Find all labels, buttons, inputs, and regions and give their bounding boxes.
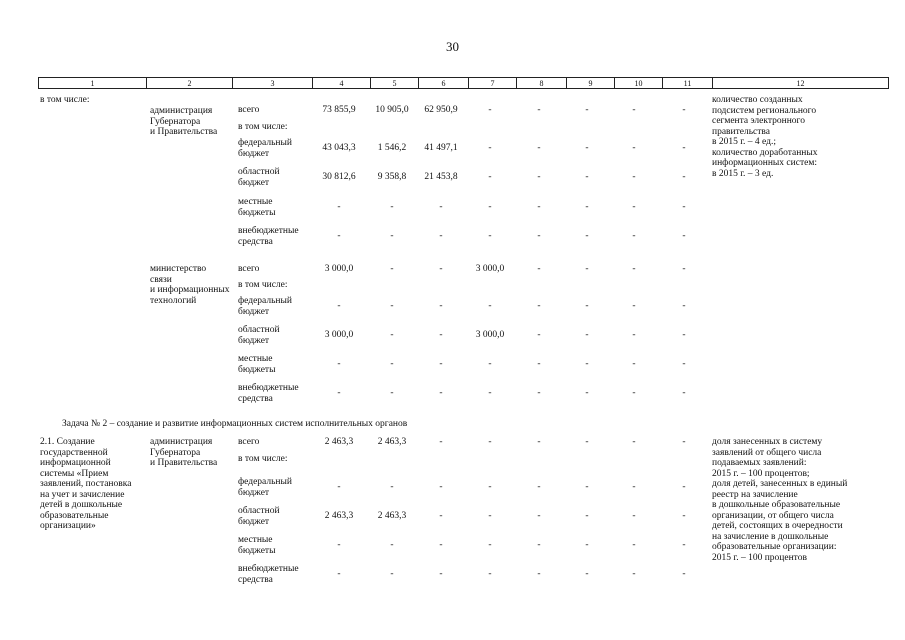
block1-agency1-value-cell: - bbox=[537, 231, 541, 241]
block1-agency1-value-cell: - bbox=[585, 202, 589, 212]
block2-value-cell: - bbox=[537, 511, 541, 521]
header-cell: 7 bbox=[469, 78, 517, 89]
header-cell: 3 bbox=[233, 78, 313, 89]
block2-value-cell: - bbox=[439, 569, 443, 579]
block1-agency2-row-label: всего bbox=[238, 264, 260, 274]
block2-value-cell: - bbox=[337, 540, 341, 550]
block1-agency2-value-cell: 3 000,0 bbox=[475, 330, 505, 340]
page-number: 30 bbox=[446, 39, 459, 54]
block1-agency1-row-label: внебюджетные средства bbox=[238, 226, 299, 247]
block1-agency2-value-cell: - bbox=[585, 301, 589, 311]
block2-value-cell: 2 463,3 bbox=[324, 437, 354, 447]
block2-value-cell: - bbox=[390, 569, 394, 579]
block1-agency1-value-cell: 21 453,8 bbox=[424, 172, 458, 182]
block1-agency2-row-label: федеральный бюджет bbox=[238, 296, 292, 317]
block2-value-cell: - bbox=[632, 511, 636, 521]
block1-agency1-value-cell: - bbox=[488, 105, 492, 115]
header-cell: 11 bbox=[663, 78, 713, 89]
block1-agency1-row-label: в том числе: bbox=[238, 122, 288, 132]
header-cell: 4 bbox=[313, 78, 371, 89]
block1-agency2-value-cell: - bbox=[390, 359, 394, 369]
block1-agency2-row-label: в том числе: bbox=[238, 280, 288, 290]
header-cell: 2 bbox=[147, 78, 233, 89]
block2-value-cell: 2 463,3 bbox=[377, 511, 407, 521]
block1-agency1-value-cell: - bbox=[537, 172, 541, 182]
block1-agency2-value-cell: - bbox=[390, 301, 394, 311]
block2-value-cell: - bbox=[537, 569, 541, 579]
block2-value-cell: - bbox=[632, 569, 636, 579]
block2-value-cell: - bbox=[488, 511, 492, 521]
block2-row-label: областной бюджет bbox=[238, 506, 280, 527]
block1-agency1-value-cell: - bbox=[585, 172, 589, 182]
block1-agency1-row-label: местные бюджеты bbox=[238, 197, 276, 218]
block1-agency2-value-cell: - bbox=[585, 359, 589, 369]
block1-agency1-value-cell: - bbox=[632, 202, 636, 212]
header-cell: 12 bbox=[713, 78, 889, 89]
header-cell: 9 bbox=[567, 78, 615, 89]
block1-agency2-value-cell: - bbox=[439, 359, 443, 369]
block1-agency2-value-cell: - bbox=[537, 330, 541, 340]
block1-agency2-value-cell: - bbox=[537, 359, 541, 369]
block1-agency2-value-cell: - bbox=[439, 330, 443, 340]
block1-agency1-value-cell: - bbox=[537, 202, 541, 212]
block1-agency1-value-cell: - bbox=[585, 143, 589, 153]
block2-value-cell: - bbox=[585, 437, 589, 447]
block1-agency2-value-cell: - bbox=[585, 330, 589, 340]
block1-agency2-value-cell: - bbox=[585, 388, 589, 398]
block1-agency2-value-cell: - bbox=[488, 359, 492, 369]
block1-agency1-value-cell: - bbox=[537, 143, 541, 153]
block1-agency2-value-cell: - bbox=[390, 330, 394, 340]
block1-agency2-value-cell: - bbox=[682, 359, 686, 369]
block1-agency2-row-label: областной бюджет bbox=[238, 325, 280, 346]
block2-value-cell: 2 463,3 bbox=[324, 511, 354, 521]
block1-agency1-row-label: федеральный бюджет bbox=[238, 138, 292, 159]
block2-value-cell: - bbox=[439, 540, 443, 550]
block2-value-cell: - bbox=[632, 482, 636, 492]
block1-agency2-value-cell: 3 000,0 bbox=[475, 264, 505, 274]
block2-row-label: внебюджетные средства bbox=[238, 564, 299, 585]
block2-value-cell: - bbox=[488, 540, 492, 550]
block2-value-cell: - bbox=[537, 437, 541, 447]
block1-agency1-value-cell: - bbox=[537, 105, 541, 115]
block1-agency2-value-cell: - bbox=[537, 388, 541, 398]
block1-agency2-value-cell: - bbox=[439, 301, 443, 311]
block2-value-cell: - bbox=[682, 511, 686, 521]
block1-agency2-value-cell: - bbox=[632, 301, 636, 311]
block2-row-label: всего bbox=[238, 437, 260, 447]
block2-value-cell: - bbox=[488, 569, 492, 579]
block2-value-cell: - bbox=[682, 482, 686, 492]
block1-agency1-value-cell: - bbox=[439, 231, 443, 241]
block2-value-cell: - bbox=[585, 482, 589, 492]
header-cell: 5 bbox=[371, 78, 419, 89]
block1-agency1-value-cell: - bbox=[632, 143, 636, 153]
block1-agency1-value-cell: - bbox=[488, 202, 492, 212]
block1-agency1-value-cell: - bbox=[585, 105, 589, 115]
block1-agency1-value-cell: - bbox=[585, 231, 589, 241]
block2-value-cell: - bbox=[337, 482, 341, 492]
block2-value-cell: - bbox=[682, 569, 686, 579]
block2-value-cell: - bbox=[537, 540, 541, 550]
block2-value-cell: - bbox=[439, 437, 443, 447]
block1-agency2-value-cell: - bbox=[682, 264, 686, 274]
block1-agency2-value-cell: - bbox=[488, 301, 492, 311]
block2-value-cell: - bbox=[682, 540, 686, 550]
block1-agency1-value-cell: - bbox=[488, 172, 492, 182]
block1-agency2-value-cell: - bbox=[337, 301, 341, 311]
block1-agency2-value-cell: - bbox=[632, 264, 636, 274]
block1-agency1-value-cell: 30 812,6 bbox=[322, 172, 356, 182]
block2-value-cell: - bbox=[632, 540, 636, 550]
block2-value-cell: - bbox=[682, 437, 686, 447]
block1-agency1-value-cell: 41 497,1 bbox=[424, 143, 458, 153]
block1-agency2-row-label: местные бюджеты bbox=[238, 354, 276, 375]
block1-agency1-value-cell: - bbox=[337, 202, 341, 212]
block1-agency1-value-cell: - bbox=[632, 172, 636, 182]
block1-agency1-value-cell: - bbox=[682, 172, 686, 182]
block2-agency: администрация Губернатора и Правительства bbox=[150, 437, 218, 468]
block1-agency1-value-cell: - bbox=[488, 143, 492, 153]
block1-agency2-value-cell: - bbox=[439, 264, 443, 274]
block1-agency2-value-cell: - bbox=[537, 264, 541, 274]
block1-agency1-value-cell: 43 043,3 bbox=[322, 143, 356, 153]
header-cell: 1 bbox=[39, 78, 147, 89]
block1-agency2: министерство связи и информационных технологий bbox=[150, 264, 230, 306]
block2-row-label: местные бюджеты bbox=[238, 535, 276, 556]
block1-agency2-value-cell: - bbox=[632, 330, 636, 340]
block1-agency1-value-cell: 73 855,9 bbox=[322, 105, 356, 115]
block2-value-cell: - bbox=[585, 569, 589, 579]
block2-value-cell: - bbox=[632, 437, 636, 447]
block1-agency2-value-cell: - bbox=[632, 359, 636, 369]
block1-agency2-value-cell: - bbox=[337, 359, 341, 369]
block2-value-cell: - bbox=[439, 482, 443, 492]
block1-agency1-value-cell: - bbox=[682, 231, 686, 241]
block1-agency2-value-cell: - bbox=[337, 388, 341, 398]
block1-agency2-value-cell: 3 000,0 bbox=[324, 264, 354, 274]
block1-agency1-value-cell: - bbox=[390, 231, 394, 241]
task2-heading: Задача № 2 – создание и развитие информационных систем исполнительных органов bbox=[62, 419, 408, 429]
block1-agency1-value-cell: - bbox=[439, 202, 443, 212]
block2-value-cell: - bbox=[537, 482, 541, 492]
block1-agency1-value-cell: 9 358,8 bbox=[377, 172, 407, 182]
block1-agency1-value-cell: - bbox=[390, 202, 394, 212]
block1-agency2-value-cell: - bbox=[390, 388, 394, 398]
block2-row-label: в том числе: bbox=[238, 454, 288, 464]
block1-agency1-value-cell: - bbox=[337, 231, 341, 241]
block1-agency2-value-cell: - bbox=[632, 388, 636, 398]
block1-col1: в том числе: bbox=[40, 95, 90, 105]
block2-value-cell: - bbox=[390, 482, 394, 492]
block2-value-cell: - bbox=[585, 540, 589, 550]
header-cell: 6 bbox=[419, 78, 469, 89]
block1-agency1-row-label: всего bbox=[238, 105, 260, 115]
block2-value-cell: - bbox=[488, 482, 492, 492]
block2-value-cell: - bbox=[337, 569, 341, 579]
block1-agency1-value-cell: - bbox=[682, 105, 686, 115]
block1-agency1-value-cell: - bbox=[682, 202, 686, 212]
block1-agency2-value-cell: - bbox=[537, 301, 541, 311]
block2-activity: 2.1. Создание государственной информационной системы «Прием заявлений, постановка на учет и зачисление детей в дошкольные образовательные организации» bbox=[40, 437, 132, 531]
block2-row-label: федеральный бюджет bbox=[238, 477, 292, 498]
block1-agency2-value-cell: - bbox=[488, 388, 492, 398]
block1-agency1-value-cell: 1 546,2 bbox=[377, 143, 407, 153]
block1-agency1-value-cell: - bbox=[632, 231, 636, 241]
block1-agency1: администрация Губернатора и Правительства bbox=[150, 106, 218, 137]
column-number-header bbox=[38, 77, 889, 89]
block1-agency2-value-cell: 3 000,0 bbox=[324, 330, 354, 340]
block1-agency2-value-cell: - bbox=[682, 301, 686, 311]
block2-value-cell: - bbox=[585, 511, 589, 521]
block1-agency2-value-cell: - bbox=[439, 388, 443, 398]
header-cell: 10 bbox=[615, 78, 663, 89]
block1-agency1-value-cell: 10 905,0 bbox=[375, 105, 409, 115]
block2-value-cell: 2 463,3 bbox=[377, 437, 407, 447]
block1-indicators: количество созданных подсистем регионального сегмента электронного правительства в 2015 г. – 4 ед.; количество доработанных информационных систем: в 2015 г. – 3 ед. bbox=[712, 95, 818, 179]
block2-indicators: доля занесенных в систему заявлений от общего числа подаваемых заявлений: 2015 г. – 100 процентов; доля детей, занесенных в единый реестр на зачисление в дошкольные образовательные организации, от общего числа детей, состоящих в очередности на зачисление в дошкольные образовательные организации: 2015 г. – 100 процентов bbox=[712, 437, 848, 563]
block1-agency1-row-label: областной бюджет bbox=[238, 167, 280, 188]
block1-agency2-value-cell: - bbox=[682, 388, 686, 398]
block2-value-cell: - bbox=[390, 540, 394, 550]
block1-agency1-value-cell: - bbox=[632, 105, 636, 115]
block1-agency2-row-label: внебюджетные средства bbox=[238, 383, 299, 404]
block1-agency2-value-cell: - bbox=[682, 330, 686, 340]
block2-value-cell: - bbox=[439, 511, 443, 521]
block1-agency2-value-cell: - bbox=[585, 264, 589, 274]
block1-agency1-value-cell: - bbox=[682, 143, 686, 153]
block2-value-cell: - bbox=[488, 437, 492, 447]
block1-agency1-value-cell: - bbox=[488, 231, 492, 241]
block1-agency2-value-cell: - bbox=[390, 264, 394, 274]
block1-agency1-value-cell: 62 950,9 bbox=[424, 105, 458, 115]
header-cell: 8 bbox=[517, 78, 567, 89]
